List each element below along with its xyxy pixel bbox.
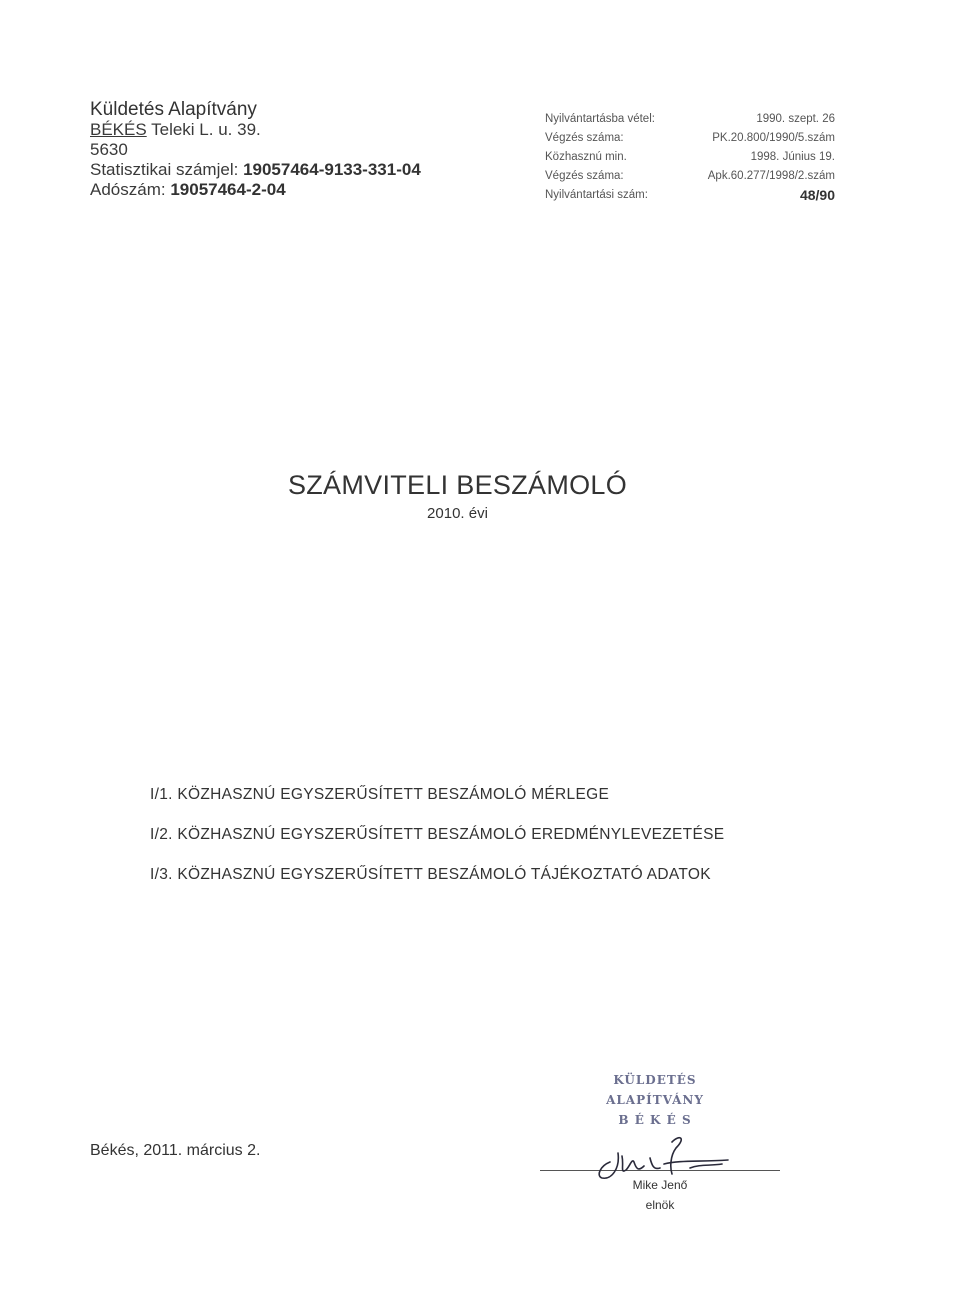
registry-label: Nyilvántartásba vétel: <box>545 113 655 125</box>
signer-block <box>610 1175 710 1215</box>
registry-value: 1990. szept. 26 <box>756 113 835 125</box>
contents-item: I/2. KÖZHASZNÚ EGYSZERŰSÍTETT BESZÁMOLÓ EREDMÉNYLEVEZETÉSE <box>150 826 725 843</box>
registry-value: PK.20.800/1990/5.szám <box>712 132 835 144</box>
registry-row <box>545 110 835 129</box>
registry-value: Apk.60.277/1998/2.szám <box>707 170 835 182</box>
registry-label: Nyilvántartási szám: <box>545 189 648 201</box>
organization-header <box>90 100 421 200</box>
statistical-number-value: 19057464-9133-331-04 <box>243 160 421 179</box>
organization-stamp <box>590 1070 720 1130</box>
tax-number <box>90 180 421 200</box>
registry-label: Végzés száma: <box>545 170 624 182</box>
statistical-number <box>90 160 421 180</box>
registry-info <box>545 110 835 205</box>
organization-zip: 5630 <box>90 140 128 159</box>
organization-address <box>90 120 421 140</box>
stamp-line: KÜLDETÉS <box>613 1073 697 1087</box>
organization-street: Teleki L. u. 39. <box>151 120 261 139</box>
signer-role: elnök <box>645 1198 675 1212</box>
organization-name: Küldetés Alapítvány <box>90 99 257 120</box>
contents-item: I/3. KÖZHASZNÚ EGYSZERŰSÍTETT BESZÁMOLÓ TÁJÉKOZTATÓ ADATOK <box>150 866 711 883</box>
place-and-date: Békés, 2011. március 2. <box>90 1142 261 1159</box>
registry-row <box>545 148 835 167</box>
registry-row <box>545 167 835 186</box>
organization-city: BÉKÉS <box>90 120 147 139</box>
document-title: SZÁMVITELI BESZÁMOLÓ <box>287 470 628 500</box>
registry-value: 48/90 <box>799 187 835 203</box>
tax-number-label: Adószám: <box>90 180 166 199</box>
document-year: 2010. évi <box>427 505 488 522</box>
registry-label: Közhasznú min. <box>545 151 627 163</box>
stamp-line: B É K É S <box>618 1113 692 1127</box>
registry-row <box>545 129 835 148</box>
tax-number-value: 19057464-2-04 <box>170 180 286 199</box>
registry-row <box>545 186 835 205</box>
stamp-line: ALAPÍTVÁNY <box>606 1093 704 1107</box>
statistical-number-label: Statisztikai számjel: <box>90 160 239 179</box>
signer-name: Mike Jenő <box>632 1178 688 1192</box>
registry-value: 1998. Június 19. <box>750 151 835 163</box>
registry-label: Végzés száma: <box>545 132 624 144</box>
contents-item: I/1. KÖZHASZNÚ EGYSZERŰSÍTETT BESZÁMOLÓ MÉRLEGE <box>150 786 610 803</box>
